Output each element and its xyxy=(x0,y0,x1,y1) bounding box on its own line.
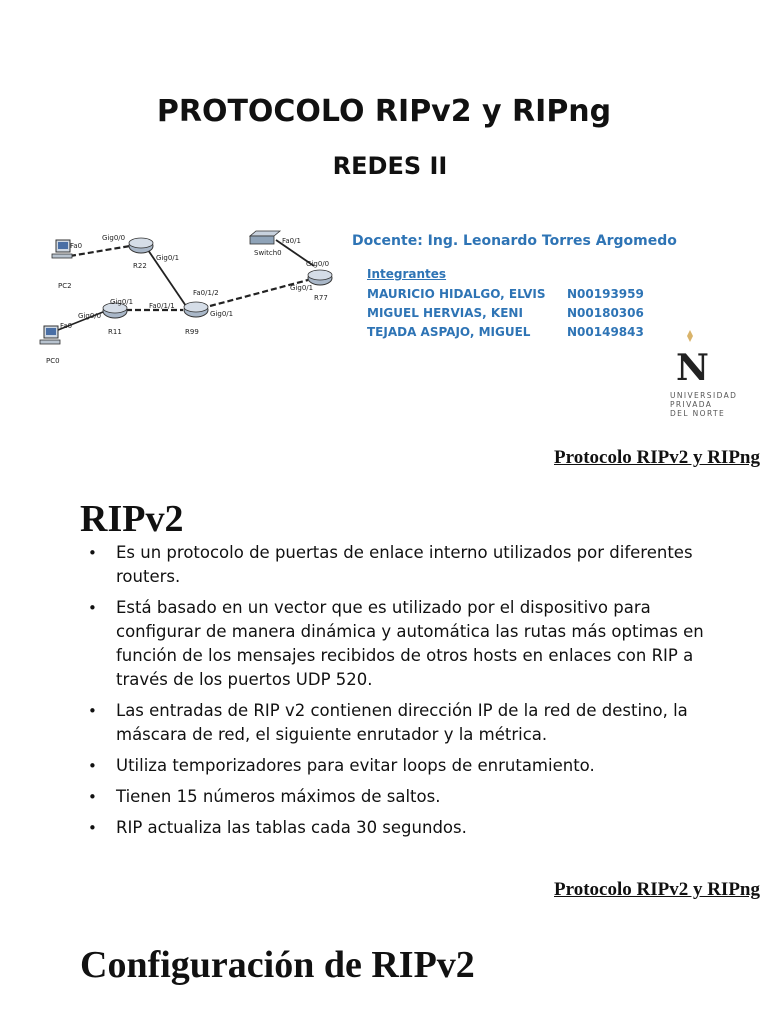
teacher-name: Docente: Ing. Leonardo Torres Argomedo xyxy=(352,233,677,249)
list-item: • Utiliza temporizadores para evitar loops de enrutamiento. xyxy=(88,754,728,778)
logo-text-line: UNIVERSIDAD xyxy=(670,391,738,400)
list-item: • Las entradas de RIP v2 contienen dirección IP de la red de destino, la máscara de red, el siguiente enrutador y la métrica. xyxy=(88,699,728,747)
member-name: MAURICIO HIDALGO, ELVIS xyxy=(367,287,546,301)
label-pc2: PC2 xyxy=(58,282,72,290)
slide3-heading: Configuración de RIPv2 xyxy=(80,944,475,986)
cropped-text-line xyxy=(80,1014,84,1024)
network-topology-diagram xyxy=(38,218,348,368)
university-logo xyxy=(670,330,760,418)
label-fa0-pc2: Fa0 xyxy=(70,242,83,250)
label-fa0-pc0: Fa0 xyxy=(60,322,73,330)
label-gig01-r99: Gig0/1 xyxy=(210,310,234,318)
label-fa011-r99: Fa0/1/1 xyxy=(149,302,175,310)
label-r22: R22 xyxy=(133,262,147,270)
member-row xyxy=(367,306,657,320)
label-fa01-switch: Fa0/1 xyxy=(282,237,301,245)
label-r77: R77 xyxy=(314,294,328,302)
slide2-heading: RIPv2 xyxy=(80,498,184,540)
member-name: MIGUEL HERVIAS, KENI xyxy=(367,306,523,320)
label-fa012-r99: Fa0/1/2 xyxy=(193,289,219,297)
list-item: • Es un protocolo de puertas de enlace interno utilizados por diferentes routers. xyxy=(88,541,728,589)
slide2-header: Protocolo RIPv2 y RIPng xyxy=(554,447,760,468)
label-pc0: PC0 xyxy=(46,357,60,365)
label-r11: R11 xyxy=(108,328,122,336)
members-heading: Integrantes xyxy=(367,267,447,281)
router-r77-icon xyxy=(308,270,332,285)
slide3-header: Protocolo RIPv2 y RIPng xyxy=(554,879,760,900)
label-gig01-r77: Gig0/1 xyxy=(290,284,314,292)
member-code: N00149843 xyxy=(567,325,644,339)
pc0-icon xyxy=(40,326,60,344)
bullet-list xyxy=(88,541,728,847)
logo-letter: N xyxy=(676,347,709,386)
label-gig01-r11: Gig0/1 xyxy=(110,298,134,306)
slide1-title: PROTOCOLO RIPv2 y RIPng xyxy=(156,94,612,129)
logo-text-line: PRIVADA xyxy=(670,400,713,409)
label-gig01-r22: Gig0/1 xyxy=(156,254,180,262)
label-switch0: Switch0 xyxy=(254,249,282,257)
logo-text-line: DEL NORTE xyxy=(670,409,726,418)
label-gig00-r77: Gig0/0 xyxy=(306,260,330,268)
slide1-subtitle: REDES II xyxy=(332,152,448,180)
member-name: TEJADA ASPAJO, MIGUEL xyxy=(367,325,531,339)
switch0-icon xyxy=(250,231,280,244)
list-item: • Está basado en un vector que es utilizado por el dispositivo para configurar de manera dinámica y automática las rutas más optimas en función de los mensajes recibidos de otros hosts en enlaces con RIP a través de los puertos UDP 520. xyxy=(88,596,728,692)
member-code: N00193959 xyxy=(567,287,644,301)
list-item: • RIP actualiza las tablas cada 30 segundos. xyxy=(88,816,728,840)
label-gig00-r11: Gig0/0 xyxy=(78,312,102,320)
list-item: • Tienen 15 números máximos de saltos. xyxy=(88,785,728,809)
router-r22-icon xyxy=(129,238,153,253)
member-row xyxy=(367,325,657,339)
label-r99: R99 xyxy=(185,328,199,336)
logo-mark-icon xyxy=(670,330,710,386)
pc2-icon xyxy=(52,240,72,258)
member-code: N00180306 xyxy=(567,306,644,320)
member-row xyxy=(367,287,657,301)
router-r99-icon xyxy=(184,302,208,317)
label-gig00-r22: Gig0/0 xyxy=(102,234,126,242)
